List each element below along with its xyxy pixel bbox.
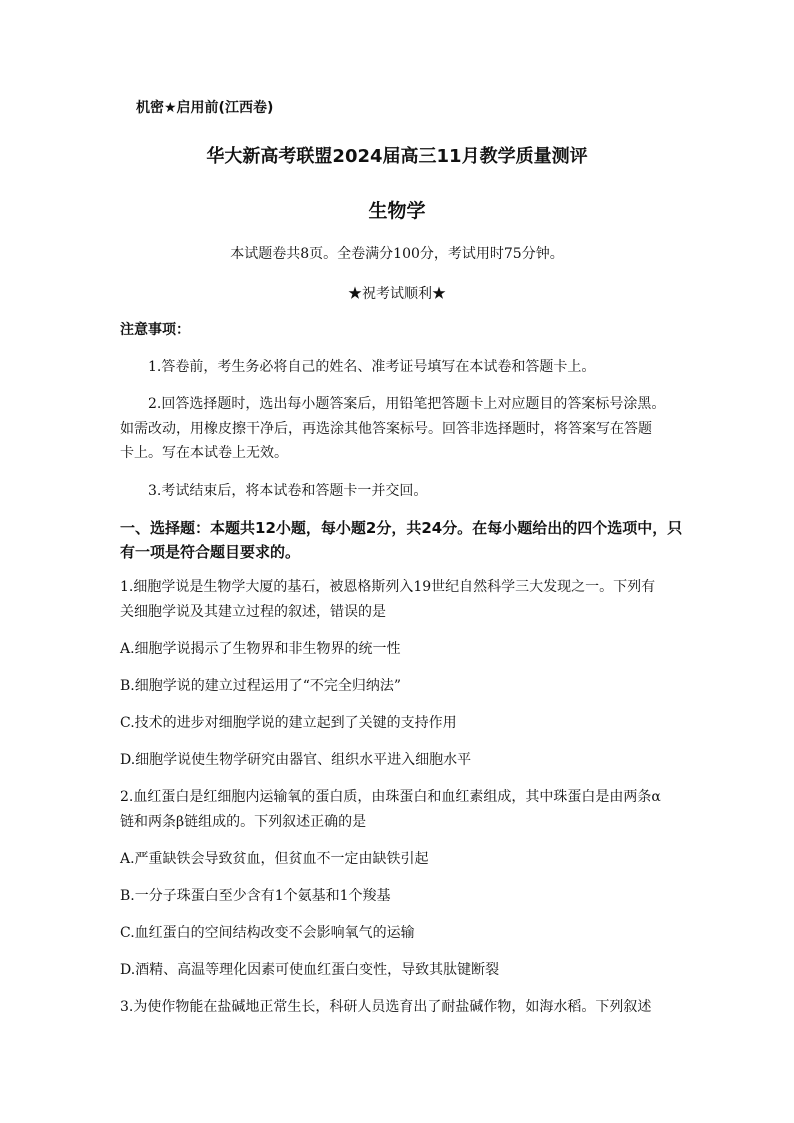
notice-item-3: 3.考试结束后，将本试卷和答题卡一并交回。: [148, 483, 428, 499]
section-1-heading-line-1: 一、选择题：本题共12小题，每小题2分，共24分。在每小题给出的四个选项中，只: [120, 519, 683, 537]
notice-heading: 注意事项：: [120, 322, 190, 338]
q2-stem-line-2: 链和两条β链组成的。下列叙述正确的是: [120, 814, 367, 830]
q1-option-b: B.细胞学说的建立过程运用了“不完全归纳法”: [120, 678, 402, 694]
q2-option-d: D.酒精、高温等理化因素可使血红蛋白变性，导致其肽键断裂: [120, 962, 500, 978]
q2-option-c: C.血红蛋白的空间结构改变不会影响氧气的运输: [120, 925, 415, 941]
notice-item-1: 1.答卷前，考生务必将自己的姓名、准考证号填写在本试卷和答题卡上。: [148, 359, 596, 375]
exam-info: 本试题卷共8页。全卷满分100分，考试用时75分钟。: [230, 246, 564, 262]
q2-option-a: A.严重缺铁会导致贫血，但贫血不一定由缺铁引起: [120, 851, 429, 867]
q1-option-d: D.细胞学说使生物学研究由器官、组织水平进入细胞水平: [120, 752, 472, 768]
subject-title: 生物学: [368, 200, 426, 222]
notice-item-2-line-2: 如需改动，用橡皮擦干净后，再选涂其他答案标号。回答非选择题时，将答案写在答题: [120, 421, 652, 437]
q2-stem-line-1: 2.血红蛋白是红细胞内运输氧的蛋白质，由珠蛋白和血红素组成，其中珠蛋白是由两条α: [120, 789, 661, 805]
q2-option-b: B.一分子珠蛋白至少含有1个氨基和1个羧基: [120, 888, 391, 904]
notice-item-2-line-1: 2.回答选择题时，选出每小题答案后，用铅笔把答题卡上对应题目的答案标号涂黑。: [148, 396, 666, 412]
q1-stem-line-2: 关细胞学说及其建立过程的叙述，错误的是: [120, 604, 386, 620]
section-1-heading-line-2: 有一项是符合题目要求的。: [120, 543, 301, 561]
confidential-label: 机密★启用前(江西卷): [136, 100, 274, 116]
exam-title: 华大新高考联盟2024届高三11月教学质量测评: [206, 146, 588, 167]
q1-option-a: A.细胞学说揭示了生物界和非生物界的统一性: [120, 641, 401, 657]
q1-stem-line-1: 1.细胞学说是生物学大厦的基石，被恩格斯列入19世纪自然科学三大发现之一。下列有: [120, 579, 656, 595]
good-luck-text: ★祝考试顺利★: [348, 286, 446, 302]
notice-item-2-line-3: 卡上。写在本试卷上无效。: [120, 445, 288, 461]
q1-option-c: C.技术的进步对细胞学说的建立起到了关键的支持作用: [120, 715, 457, 731]
q3-stem-line-1: 3.为使作物能在盐碱地正常生长，科研人员选育出了耐盐碱作物，如海水稻。下列叙述: [120, 999, 652, 1015]
